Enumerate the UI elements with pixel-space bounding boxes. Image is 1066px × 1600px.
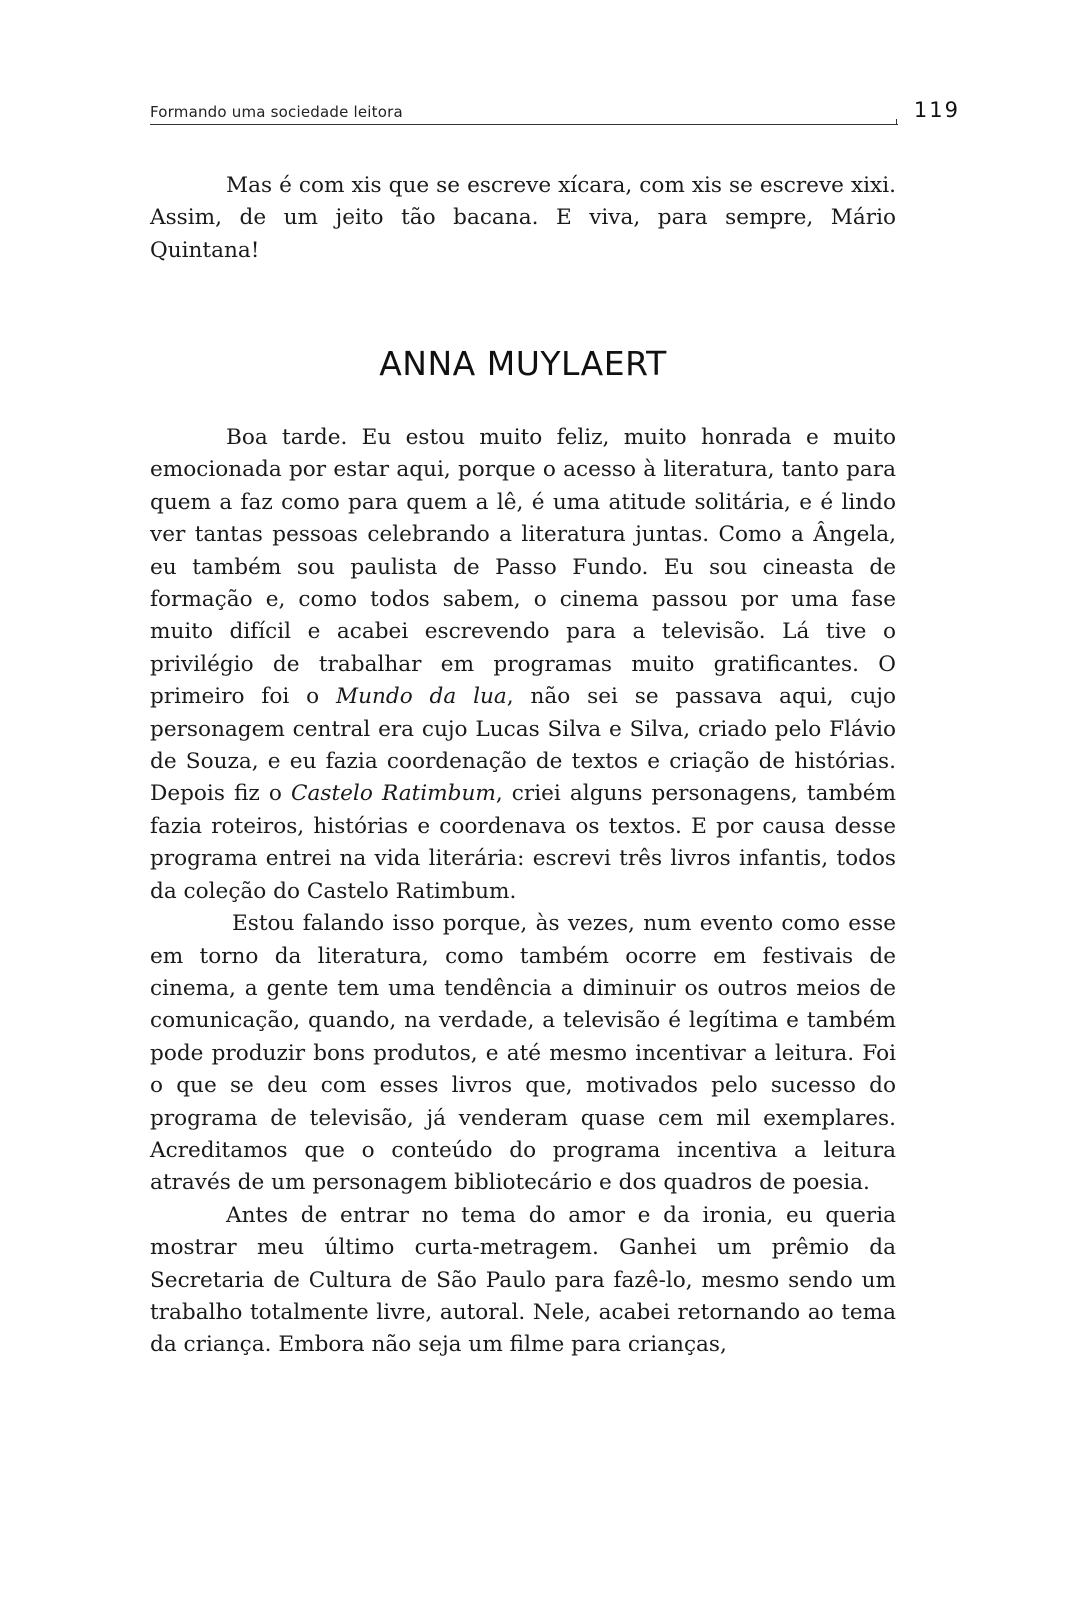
header-rule xyxy=(150,124,898,125)
program-title-mundo-da-lua: Mundo da lua xyxy=(335,684,507,710)
intro-paragraph: Mas é com xis que se escreve xícara, com xis se escreve xixi. Assim, de um jeito tão bacana. E viva, para sempre, Mário Quintana! xyxy=(150,173,896,263)
section-title: ANNA MUYLAERT xyxy=(379,344,667,383)
paragraph-3: Antes de entrar no tema do amor e da ironia, eu queria mostrar meu último curta-metragem. Ganhei um prêmio da Secretaria de Cultura de São Paulo para fazê-lo, mesmo sendo um trabalho totalmente livre, autoral. Nele, acabei retornando ao tema da criança. Embora não seja um filme para crianças, xyxy=(150,1202,896,1358)
paragraph-1-text-c: , criei alguns personagens, também fazia roteiros, histórias e coordenava os textos. E por causa desse programa entrei na vida literária: escrevi três livros infantis, todos da coleção do Castelo Ratimbum. xyxy=(150,781,896,904)
header-rule-tick xyxy=(896,119,897,125)
paragraph-1 xyxy=(150,422,896,908)
paragraph-1-text-b: , não sei se passava aqui, cujo personagem central era cujo Lucas Silva e Silva, criado pelo Flávio de Souza, e eu fazia coordenação de textos e criação de histórias. Depois fiz o xyxy=(150,684,896,807)
page-number: 119 xyxy=(913,98,960,122)
running-title: Formando uma sociedade leitora xyxy=(150,103,403,121)
paragraph-2: Estou falando isso porque, às vezes, num evento como esse em torno da literatura, como também ocorre em festivais de cinema, a gente tem uma tendência a diminuir os outros meios de comunicação, quando, na verdade, a televisão é legítima e também pode produzir bons produtos, e até mesmo incentivar a leitura. Foi o que se deu com esses livros que, motivados pelo sucesso do programa de televisão, já venderam quase cem mil exemplares. Acreditamos que o conteúdo do programa incentiva a leitura através de um personagem bibliotecário e dos quadros de poesia. xyxy=(150,911,896,1196)
running-header xyxy=(150,100,960,130)
program-title-castelo-ratimbum: Castelo Ratimbum xyxy=(291,781,496,807)
intro-block xyxy=(150,170,896,267)
paragraph-1-text-a: Boa tarde. Eu estou muito feliz, muito honrada e muito emocionada por estar aqui, porque o acesso à literatura, tanto para quem a faz como para quem a lê, é uma atitude solitária, e é lindo ver tantas pessoas celebrando a literatura juntas. Como a Ângela, eu também sou paulista de Passo Fundo. Eu sou cineasta de formação e, como todos sabem, o cinema passou por uma fase muito difícil e acabei escrevendo para a televisão. Lá tive o privilégio de trabalhar em programas muito gratificantes. O primeiro foi o xyxy=(150,425,896,710)
main-text-block xyxy=(150,422,896,1362)
